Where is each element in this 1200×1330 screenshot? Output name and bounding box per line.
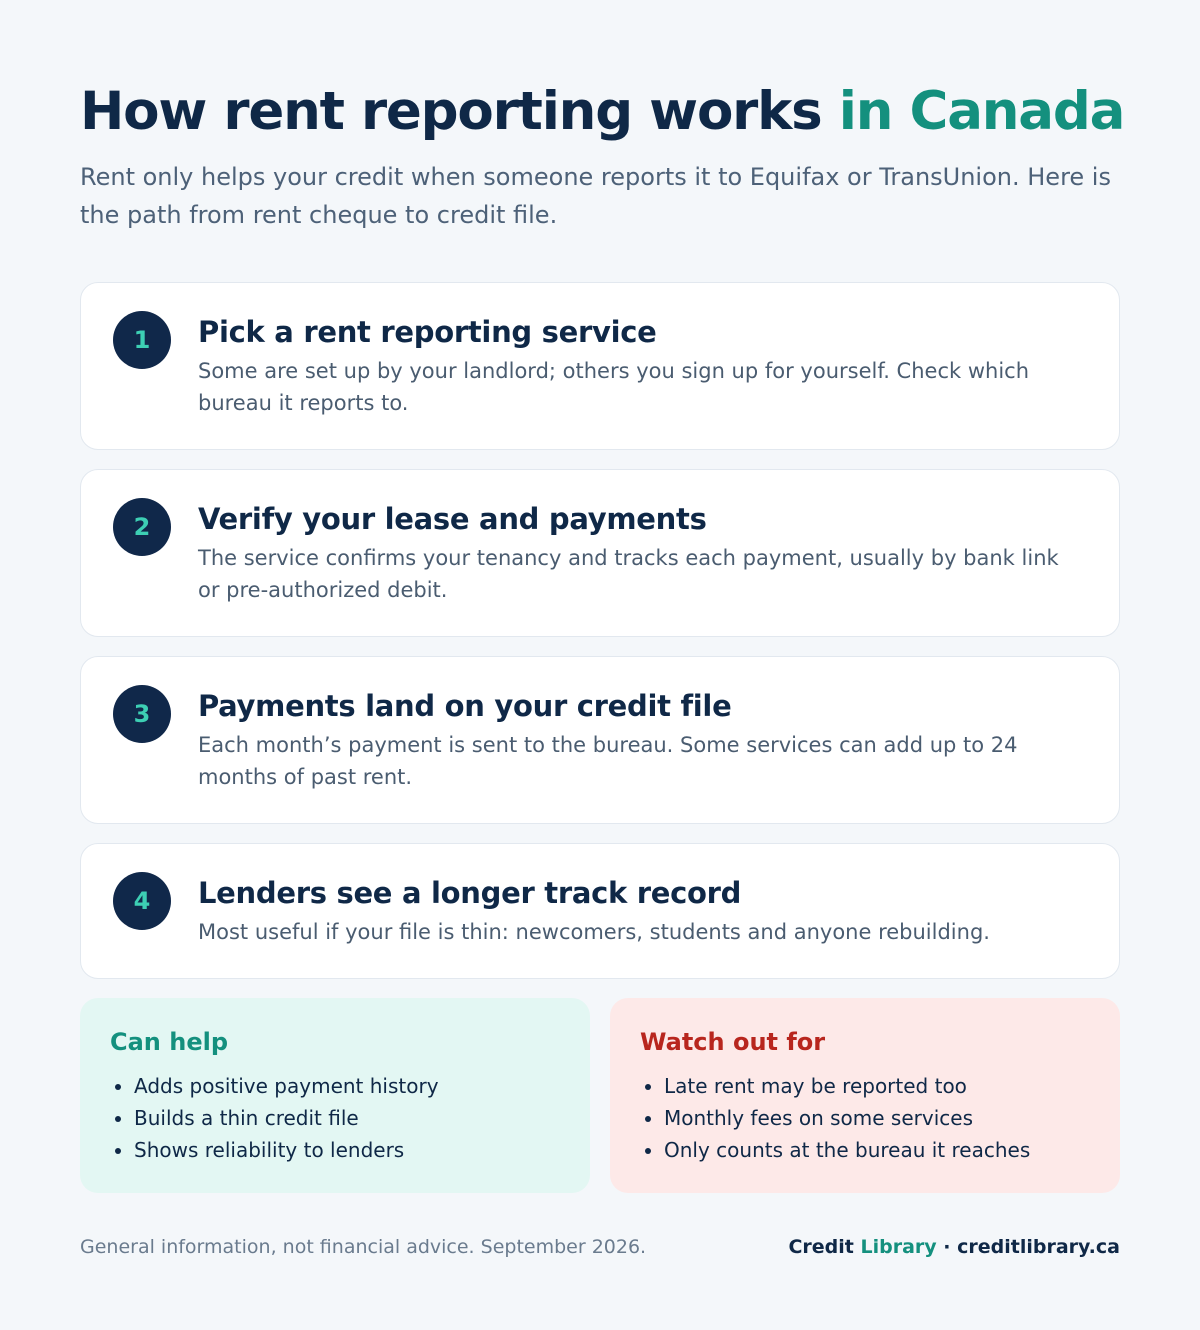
step-number-badge: 3 xyxy=(113,685,171,743)
step-number-badge: 1 xyxy=(113,311,171,369)
can-help-list xyxy=(110,1070,560,1166)
list-item: • Adds positive payment history xyxy=(134,1070,560,1102)
step-title: Pick a rent reporting service xyxy=(198,315,657,349)
brand-url: creditlibrary.ca xyxy=(957,1236,1120,1258)
step-title: Payments land on your credit file xyxy=(198,689,732,723)
step-description: The service confirms your tenancy and tracks each payment, usually by bank link or pre-authorized debit. xyxy=(198,546,1059,602)
steps-list xyxy=(80,282,1120,979)
step-number-badge: 2 xyxy=(113,498,171,556)
page-subtitle: Rent only helps your credit when someone reports it to Equifax or TransUnion. Here is the path from rent cheque to credit file. xyxy=(80,163,1111,229)
list-item: • Late rent may be reported too xyxy=(664,1070,1090,1102)
title-main: How rent reporting works xyxy=(80,81,822,142)
brand-signature xyxy=(788,1236,1120,1258)
footer xyxy=(80,1232,1120,1262)
brand-library: Library xyxy=(860,1236,937,1258)
step-description: Some are set up by your landlord; others you sign up for yourself. Check which bureau it reports to. xyxy=(198,359,1030,415)
step-description: Each month’s payment is sent to the bureau. Some services can add up to 24 months of past rent. xyxy=(198,733,1018,789)
step-card-2 xyxy=(80,469,1120,637)
pros-cons-row xyxy=(80,998,1120,1193)
step-card-1 xyxy=(80,282,1120,450)
page-title xyxy=(80,80,1125,144)
step-title: Verify your lease and payments xyxy=(198,502,707,536)
list-item: • Shows reliability to lenders xyxy=(134,1134,560,1166)
list-item: • Monthly fees on some services xyxy=(664,1102,1090,1134)
can-help-box xyxy=(80,998,590,1193)
list-item: • Builds a thin credit file xyxy=(134,1102,560,1134)
watch-out-list xyxy=(640,1070,1090,1166)
step-title: Lenders see a longer track record xyxy=(198,876,742,910)
brand-credit: Credit xyxy=(788,1236,854,1258)
infographic xyxy=(80,80,1125,1193)
step-card-3 xyxy=(80,656,1120,824)
step-number-badge: 4 xyxy=(113,872,171,930)
step-card-4 xyxy=(80,843,1120,979)
can-help-title: Can help xyxy=(110,1028,229,1056)
disclaimer-note: General information, not financial advice. September 2026. xyxy=(80,1236,647,1258)
title-accent: in Canada xyxy=(838,81,1125,142)
watch-out-box xyxy=(610,998,1120,1193)
watch-out-title: Watch out for xyxy=(640,1028,826,1056)
step-description: Most useful if your file is thin: newcomers, students and anyone rebuilding. xyxy=(198,920,990,944)
list-item: • Only counts at the bureau it reaches xyxy=(664,1134,1090,1166)
brand-separator: · xyxy=(943,1236,951,1258)
